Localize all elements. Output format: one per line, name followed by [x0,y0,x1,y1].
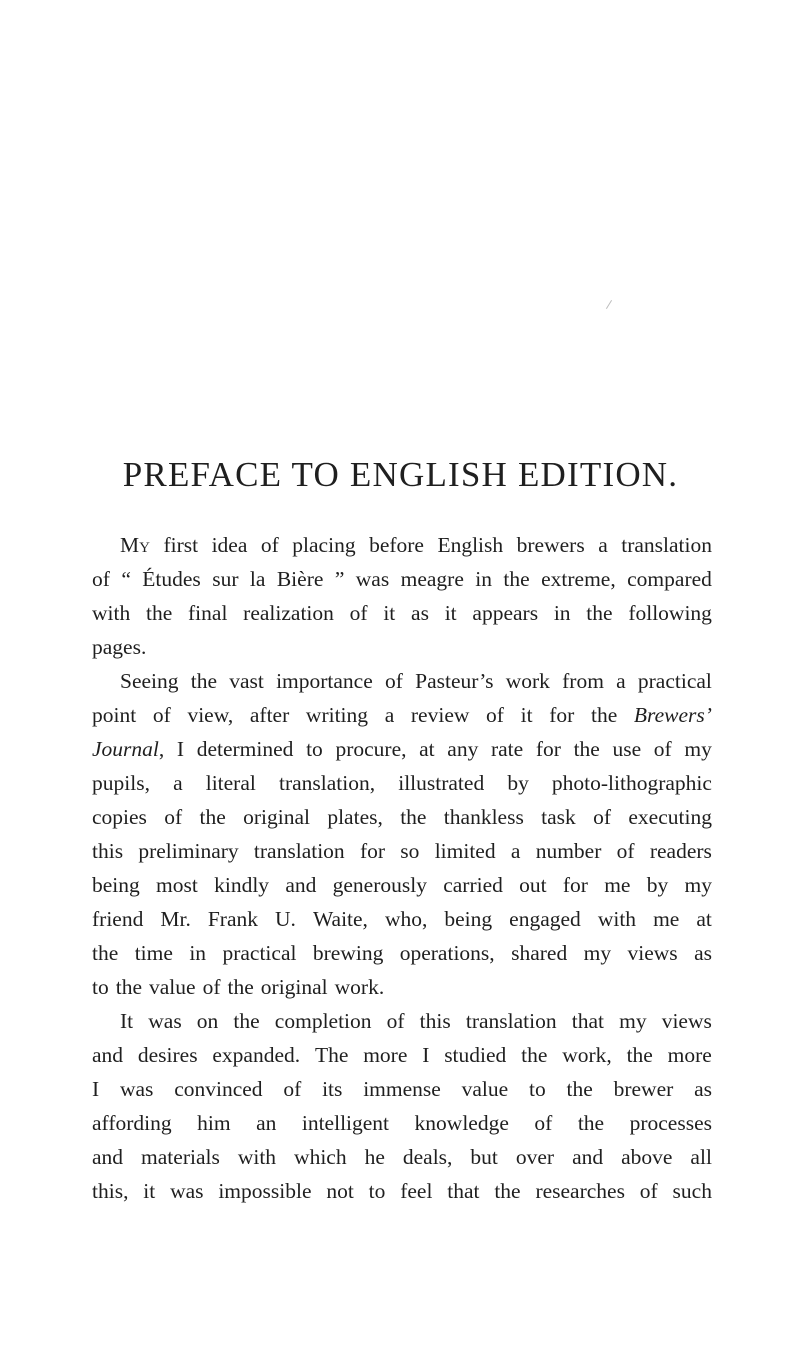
word: executing [628,805,712,829]
word: intelligent [301,1111,390,1135]
word: ” [334,567,345,591]
word: work [505,669,550,693]
word: original [243,805,310,829]
word: of [534,1111,553,1135]
word: the [145,601,173,625]
text-line [92,766,712,800]
word: literal [205,771,256,795]
word: kindly [214,873,270,897]
word: use [612,737,642,761]
word: it [520,703,533,727]
word: deals, [402,1145,453,1169]
text-line [92,834,712,868]
word: Seeing [120,669,179,693]
word: pages. [92,635,147,659]
word: was [119,1077,154,1101]
word: determined [196,737,294,761]
word: Pasteur’s [415,669,494,693]
word: pupils, [92,771,150,795]
word: rate [490,737,524,761]
word: Mr. [160,907,191,931]
word: appears [472,601,539,625]
word: writing [305,703,369,727]
word: my [619,1009,647,1033]
word: translation [621,533,712,557]
word: immense [363,1077,441,1101]
text-line [92,902,712,936]
text-line [92,596,712,630]
word: readers [649,839,712,863]
word: time [134,941,173,965]
word: translation, [278,771,376,795]
word: translation [253,839,345,863]
word: sur [212,567,239,591]
word: and [92,1145,124,1169]
word: as [411,601,429,625]
word: the [190,669,218,693]
word: value [149,975,196,999]
word: feel [400,1179,433,1203]
word: copies [92,805,147,829]
word: that [571,1009,604,1033]
word: this, [92,1179,129,1203]
word: My [120,533,150,557]
word: and [92,1043,124,1067]
word: of [283,1077,302,1101]
word: for [562,873,588,897]
word: of [164,805,183,829]
word: above [621,1145,673,1169]
word: to [368,1179,386,1203]
text-line [92,868,712,902]
word: of [152,703,171,727]
word: to [306,737,323,761]
word: all [690,1145,712,1169]
word: photo-lithographic [551,771,712,795]
word: task [541,805,576,829]
scan-mark [606,300,612,309]
text-line [92,1174,712,1208]
word: brewing [312,941,384,965]
text-line [92,562,712,596]
word: a [384,703,395,727]
word: as [694,1077,712,1101]
word: it [383,601,396,625]
word: of [384,669,403,693]
word: vast [229,669,264,693]
word: with [237,1145,277,1169]
word: in [553,601,571,625]
word: for [549,703,575,727]
word: English [437,533,504,557]
word: me [653,907,680,931]
word: generously [332,873,427,897]
word: the [566,1077,593,1101]
word: more [667,1043,712,1067]
word: so [400,839,420,863]
word: “ [121,567,131,591]
word: meagre [400,567,464,591]
word: Frank [207,907,259,931]
text-line [92,1140,712,1174]
word: thankless [443,805,524,829]
word: materials [141,1145,220,1169]
word: desires [137,1043,198,1067]
word: he [364,1145,385,1169]
word: my [583,941,612,965]
word: idea [211,533,248,557]
word: any [447,737,479,761]
word: my [684,737,712,761]
word: importance [276,669,373,693]
text-line [92,800,712,834]
word: plates, [327,805,383,829]
word: being [444,907,493,931]
word: view, [187,703,234,727]
word: as [694,941,712,965]
word: views [627,941,678,965]
word: impossible [218,1179,312,1203]
word: friend [92,907,144,931]
word: of [260,533,279,557]
word: number [535,839,602,863]
word: expanded. [212,1043,301,1067]
word: to [528,1077,546,1101]
word: convinced [174,1077,263,1101]
word: placing [292,533,356,557]
word: was [170,1179,204,1203]
word: the [494,1179,521,1203]
word: U. [275,907,296,931]
word: out [519,873,547,897]
text-line [92,528,712,562]
word: him [197,1111,231,1135]
text-line [92,732,712,766]
word: I [176,737,185,761]
word: for [535,737,561,761]
word: of [92,567,110,591]
word: with [92,601,131,625]
word: a [510,839,521,863]
word: the [521,1043,548,1067]
word: the [199,805,226,829]
word: Brewers’ [633,703,712,727]
word: Waite, [312,907,368,931]
word: the [573,737,600,761]
word: the [586,601,613,625]
word: operations, [399,941,495,965]
word: who, [384,907,428,931]
word: of [349,601,368,625]
word: in [475,567,493,591]
word: of [639,1179,658,1203]
text-line [92,1072,712,1106]
word: before [369,533,424,557]
word: realization [243,601,334,625]
word: but [470,1145,498,1169]
text-line [92,1106,712,1140]
word: following [628,601,712,625]
word: point [92,703,137,727]
word: by [507,771,529,795]
word: original [260,975,328,999]
word: over [515,1145,555,1169]
word: extreme, [541,567,616,591]
word: my [684,873,712,897]
text-line [92,970,712,1004]
word: me [604,873,631,897]
word: not [326,1179,354,1203]
text-line [92,1038,712,1072]
word: Journal, [92,737,165,761]
word: by [646,873,669,897]
word: practical [637,669,712,693]
word: value [461,1077,509,1101]
word: the [233,1009,260,1033]
word: first [163,533,199,557]
word: of [386,1009,405,1033]
word: most [156,873,198,897]
word: compared [627,567,712,591]
word: engaged [509,907,581,931]
word: a [598,533,608,557]
word: the [227,975,254,999]
word: I [422,1043,430,1067]
word: the [577,1111,605,1135]
word: it [444,601,457,625]
word: its [322,1077,343,1101]
word: procure, [335,737,407,761]
word: affording [92,1111,172,1135]
word: this [419,1009,451,1033]
preface-body [92,528,712,1208]
word: at [419,737,435,761]
word: was [148,1009,182,1033]
page-title: PREFACE TO ENGLISH EDITION. [122,455,679,494]
text-line [92,630,712,664]
word: the [400,805,427,829]
word: with [597,907,637,931]
word: at [696,907,712,931]
word: a [616,669,626,693]
word: which [294,1145,347,1169]
word: after [249,703,290,727]
word: it [143,1179,156,1203]
word: It [120,1009,134,1033]
word: from [562,669,604,693]
word: the [590,703,618,727]
word: studied [444,1043,507,1067]
text-line [92,698,712,732]
word: to [92,975,109,999]
word: translation [465,1009,557,1033]
word: for [359,839,386,863]
word: in [189,941,207,965]
word: being [92,873,140,897]
word: of [653,737,672,761]
word: processes [629,1111,712,1135]
text-line [92,1004,712,1038]
word: that [447,1179,480,1203]
word: views [661,1009,712,1033]
word: the [92,941,119,965]
word: of [202,975,221,999]
word: Études [142,567,201,591]
word: brewer [613,1077,674,1101]
word: Bière [276,567,324,591]
word: more [363,1043,408,1067]
word: the [115,975,143,999]
word: review [410,703,470,727]
word: The [314,1043,349,1067]
word: carried [443,873,503,897]
word: the [503,567,530,591]
word: and [285,873,317,897]
word: shared [511,941,568,965]
word: the [626,1043,653,1067]
word: illustrated [398,771,485,795]
word: I [92,1077,100,1101]
word: brewers [516,533,585,557]
word: was [355,567,390,591]
word: on [196,1009,219,1033]
word: a [173,771,183,795]
word: this [92,839,124,863]
word: knowledge [414,1111,509,1135]
word: of [593,805,612,829]
word: of [486,703,504,727]
word: completion [274,1009,372,1033]
word: such [672,1179,712,1203]
word: preliminary [138,839,239,863]
word: of [616,839,635,863]
text-line [92,664,712,698]
word: and [572,1145,604,1169]
word: final [188,601,228,625]
text-line [92,936,712,970]
word: practical [222,941,297,965]
word: an [256,1111,277,1135]
word: limited [434,839,496,863]
word: la [249,567,266,591]
word: work. [334,975,385,999]
word: researches [535,1179,625,1203]
word: work, [562,1043,612,1067]
